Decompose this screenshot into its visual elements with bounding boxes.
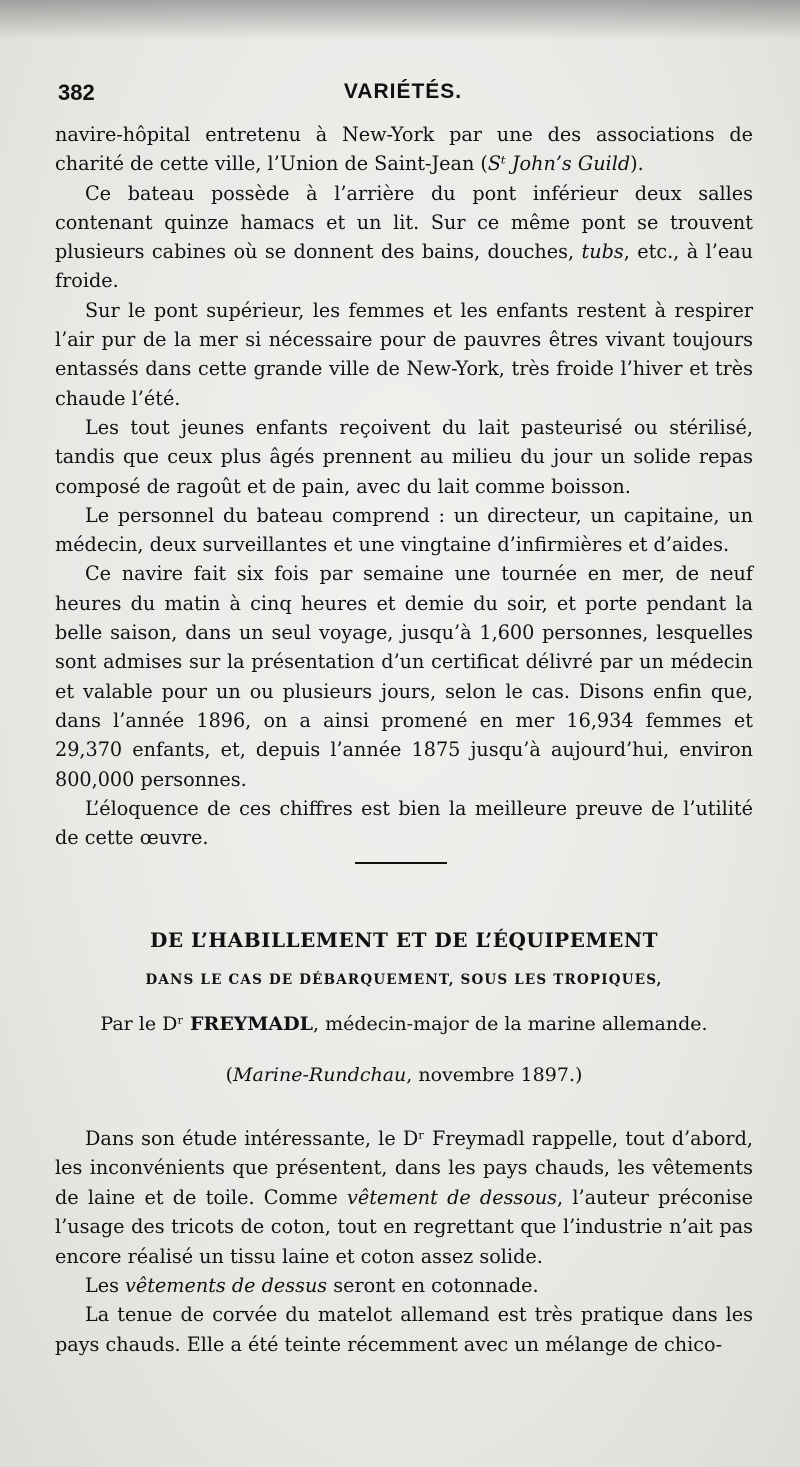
paragraph: Ce navire fait six fois par semaine une tournée en mer, de neuf heures du matin à cinq heures et demie du soir, et porte pendant la belle saison, dans un seul voyage, jusqu’à 1,600 personnes, lesquelles sont admises sur la présentation d’un certificat délivré par un médecin et valable pour un ou plusieurs jours, selon le cas. Disons enfin que, dans l’année 1896, on a ainsi promené en mer 16,934 femmes et 29,370 enfants, et, depuis l’année 1875 jusqu’à aujourd’hui, environ 800,000 personnes.	[55, 562, 753, 791]
paragraph: Les tout jeunes enfants reçoivent du lait pasteurisé ou stérilisé, tandis que ceux plus âgés prennent au milieu du jour un solide repas composé de ragoût et de pain, avec du lait comme boisson.	[55, 415, 753, 498]
paragraph: Ce bateau possède à l’arrière du pont inférieur deux salles contenant quinze hamacs et un lit. Sur ce même pont se trouvent plusieurs cabines où se donnent des bains, douches, tubs, etc., à l’eau froide.	[55, 181, 753, 293]
article-body	[55, 1124, 753, 1359]
article-subtitle: DANS LE CAS DE DÉBARQUEMENT, SOUS LES TROPIQUES,	[145, 972, 663, 988]
section-divider	[355, 862, 447, 864]
paragraph: Les vêtements de dessus seront en cotonnade.	[85, 1274, 539, 1298]
paragraph: La tenue de corvée du matelot allemand est très pratique dans les pays chauds. Elle a été teinte récemment avec un mélange de chico-	[55, 1303, 753, 1356]
paragraph: L’éloquence de ces chiffres est bien la meilleure preuve de l’utilité de cette œuvre.	[55, 796, 753, 850]
page-number: 382	[58, 80, 95, 105]
running-head: VARIÉTÉS.	[343, 80, 463, 103]
paragraph: Sur le pont supérieur, les femmes et les enfants restent à respirer l’air pur de la mer si nécessaire pour de pauvres êtres vivant toujours entassés dans cette grande ville de New-York, très froide l’hiver et très chaude l’été.	[55, 298, 753, 410]
article-byline: Par le Dʳ FREYMADL, médecin-major de la marine allemande.	[100, 1013, 708, 1035]
article-title: DE L’HABILLEMENT ET DE L’ÉQUIPEMENT	[150, 928, 658, 952]
paragraph: Le personnel du bateau comprend : un directeur, un capitaine, un médecin, deux surveillantes et une vingtaine d’infirmières et d’aides.	[55, 503, 753, 557]
body-text	[55, 120, 753, 852]
paragraph: navire-hôpital entretenu à New-York par une des associations de charité de cette ville, l’Union de Saint-Jean (Sᵗ John’s Guild).	[55, 123, 753, 176]
page-header	[58, 80, 748, 110]
paragraph: Dans son étude intéressante, le Dʳ Freymadl rappelle, tout d’abord, les inconvénients que présentent, dans les pays chauds, les vêtements de laine et de toile. Comme vêtement de dessous, l’auteur préconise l’usage des tricots de coton, tout en regrettant que l’industrie n’ait pas encore réalisé un tissu laine et coton assez solide.	[55, 1127, 753, 1268]
article-source: (Marine-Rundchau, novembre 1897.)	[225, 1064, 583, 1086]
scan-shadow	[0, 0, 800, 40]
